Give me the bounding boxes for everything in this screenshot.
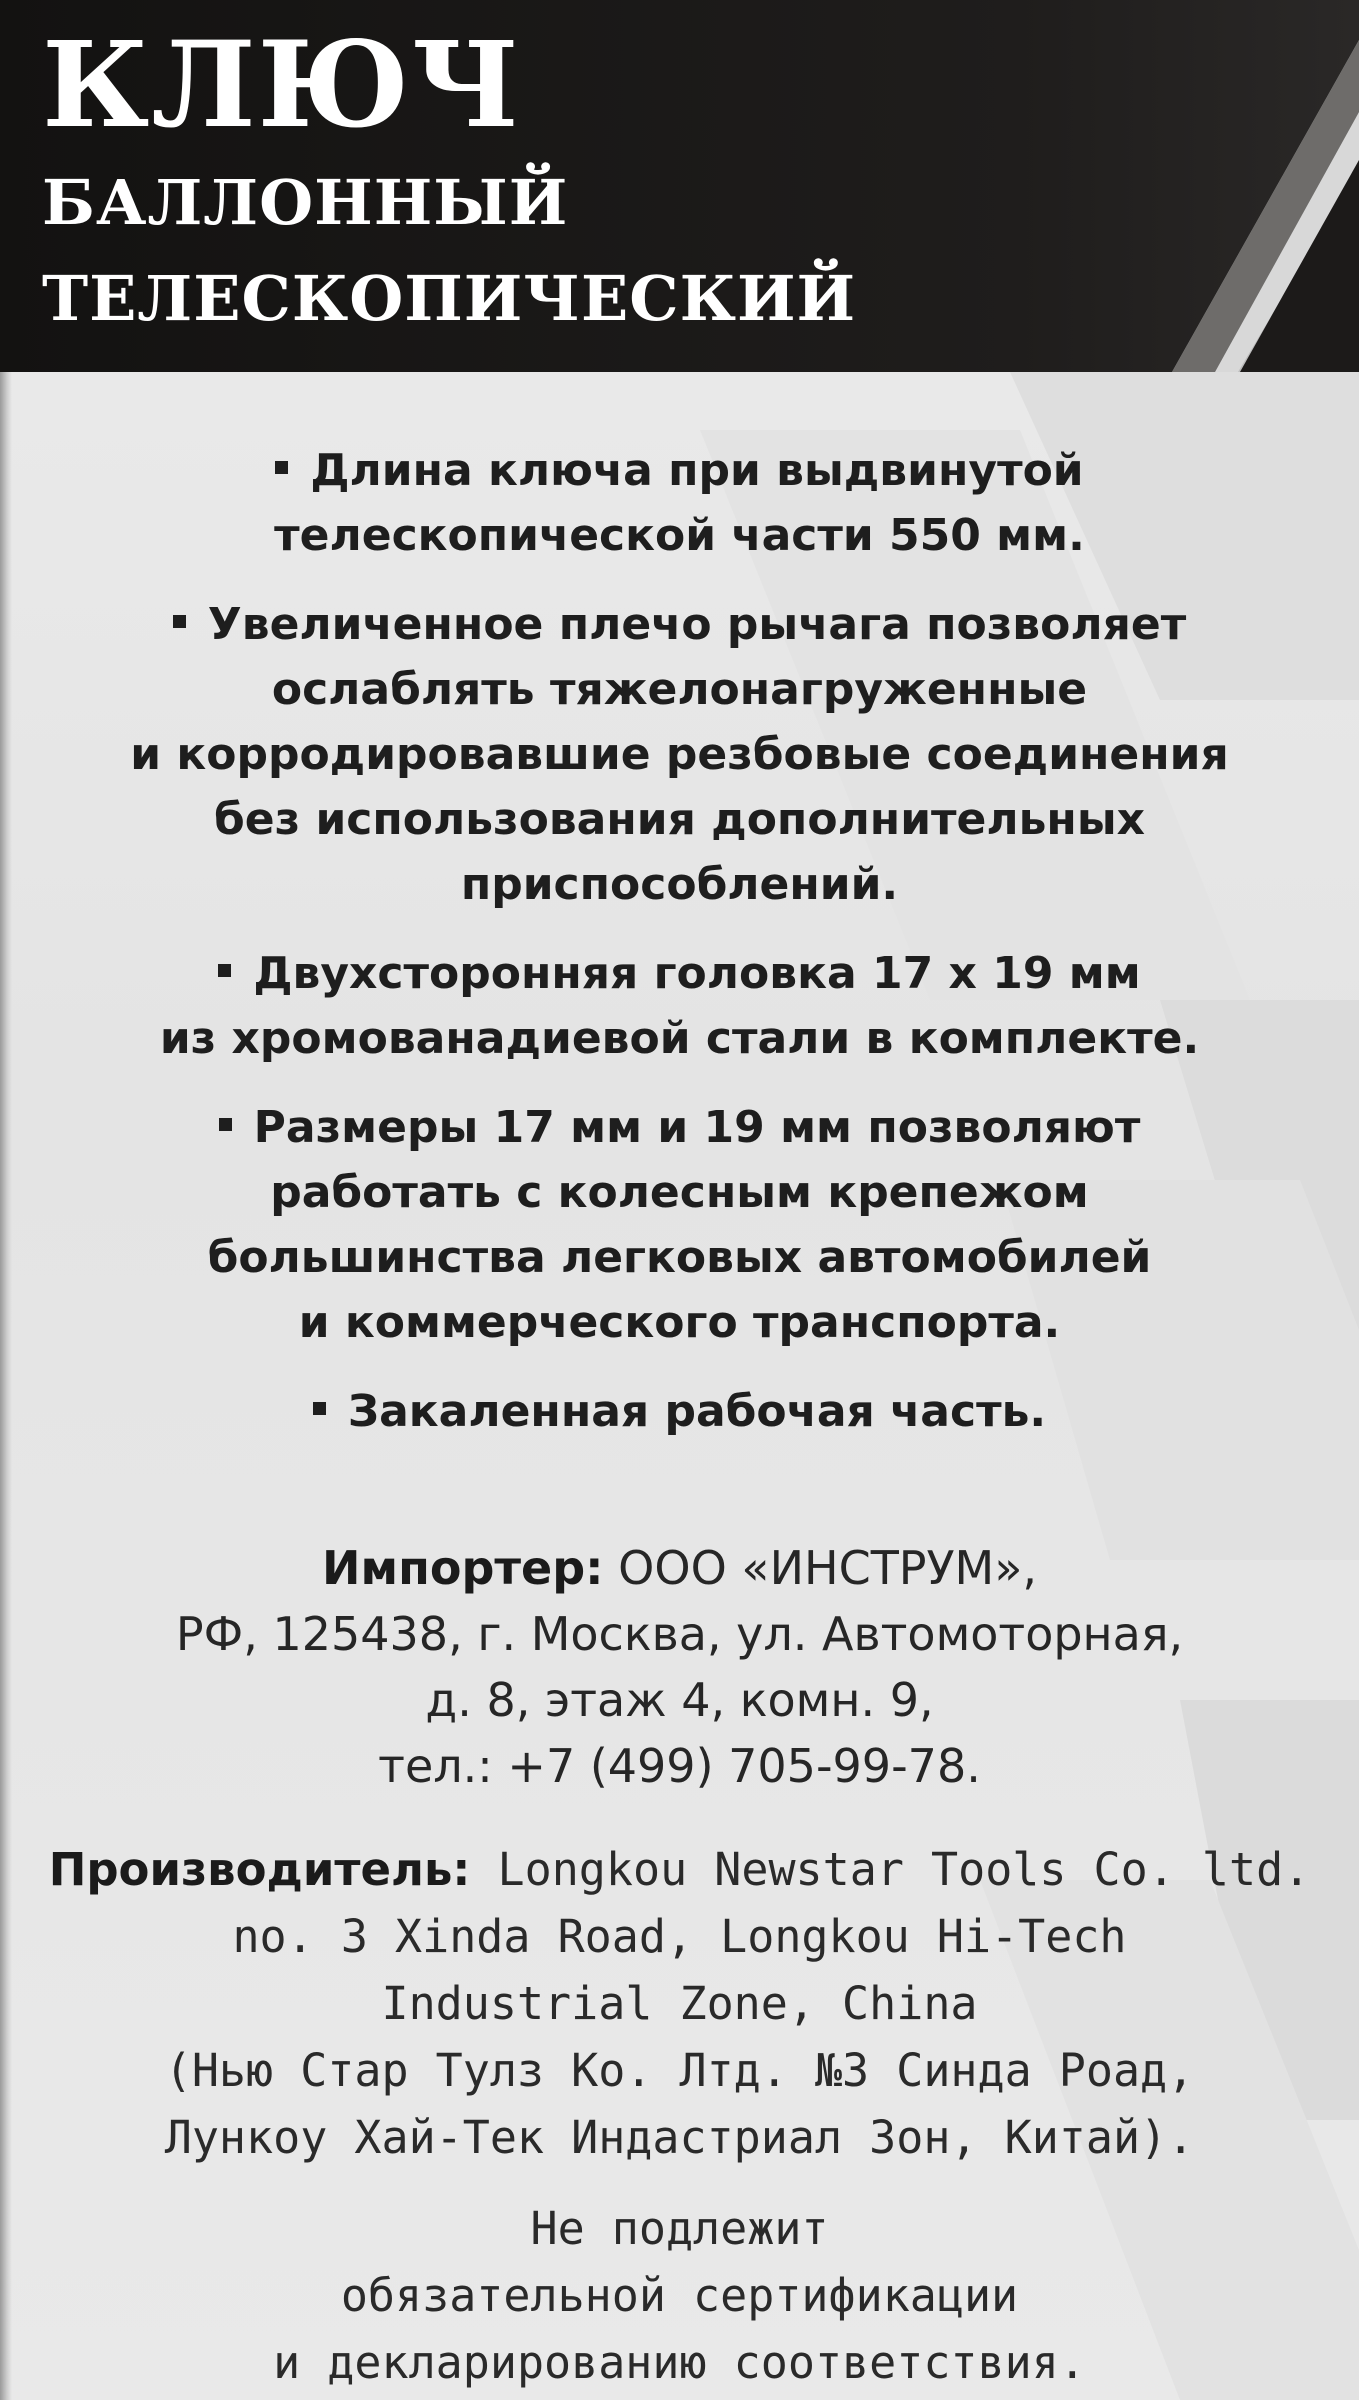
certification-line: и декларированию соответствия. (273, 2336, 1086, 2389)
square-bullet-icon (313, 1402, 326, 1415)
certification-line: Не подлежит (530, 2202, 829, 2255)
feature-text: без использования дополнительных (214, 794, 1145, 845)
manufacturer-address-line: no. 3 Xinda Road, Longkou Hi-Tech (232, 1910, 1127, 1963)
product-subtitle-line1: БАЛЛОННЫЙ (42, 166, 569, 239)
feature-list (40, 438, 1319, 1468)
feature-text: Размеры 17 мм и 19 мм позволяют (253, 1102, 1141, 1153)
feature-text: ослаблять тяжелонагруженные (271, 664, 1088, 715)
square-bullet-icon (218, 964, 231, 977)
manufacturer-block (10, 1836, 1349, 2171)
feature-item (40, 438, 1319, 568)
feature-text: из хромованадиевой стали в комплекте. (159, 1013, 1200, 1064)
certification-note (40, 2195, 1319, 2396)
manufacturer-address-line: Industrial Zone, China (381, 1977, 978, 2030)
importer-label: Импортер: (321, 1541, 604, 1595)
header-banner (0, 0, 1359, 372)
importer-address-line: РФ, 125438, г. Москва, ул. Автомоторная, (175, 1607, 1184, 1661)
square-bullet-icon (219, 1118, 232, 1131)
feature-item (40, 592, 1319, 917)
feature-text: Закаленная рабочая часть. (347, 1386, 1047, 1437)
feature-text: Длина ключа при выдвинутой (310, 445, 1084, 496)
feature-text: и корродировавшие резбовые соединения (130, 729, 1229, 780)
manufacturer-address-ru-line: (Нью Стар Тулз Ко. Лтд. №3 Синда Роад, (164, 2044, 1195, 2097)
feature-item (40, 1095, 1319, 1355)
square-bullet-icon (173, 615, 186, 628)
feature-text: телескопической части 550 мм. (274, 510, 1085, 561)
feature-text: и коммерческого транспорта. (298, 1297, 1061, 1348)
feature-text: работать с колесным крепежом (270, 1167, 1089, 1218)
feature-item (40, 1379, 1319, 1444)
feature-item (40, 941, 1319, 1071)
feature-text: Увеличенное плечо рычага позволяет (207, 599, 1187, 650)
product-subtitle-line2: ТЕЛЕСКОПИЧЕСКИЙ (42, 262, 857, 335)
feature-text: приспособлений. (460, 859, 899, 910)
square-bullet-icon (275, 461, 288, 474)
certification-line: обязательной сертификации (340, 2269, 1019, 2322)
manufacturer-label: Производитель: (48, 1843, 471, 1896)
manufacturer-address-ru-line: Лункоу Хай-Тек Индастриал Зон, Китай). (164, 2111, 1195, 2164)
importer-phone: тел.: +7 (499) 705-99-78. (378, 1739, 981, 1793)
feature-text: большинства легковых автомобилей (207, 1232, 1152, 1283)
product-title: КЛЮЧ (42, 15, 522, 154)
importer-address-line: д. 8, этаж 4, комн. 9, (425, 1673, 934, 1727)
feature-text: Двухсторонняя головка 17 х 19 мм (253, 948, 1141, 999)
manufacturer-name: Longkou Newstar Tools Co. ltd. (470, 1843, 1311, 1896)
importer-block (40, 1535, 1319, 1799)
importer-name: ООО «ИНСТРУМ», (603, 1541, 1038, 1595)
